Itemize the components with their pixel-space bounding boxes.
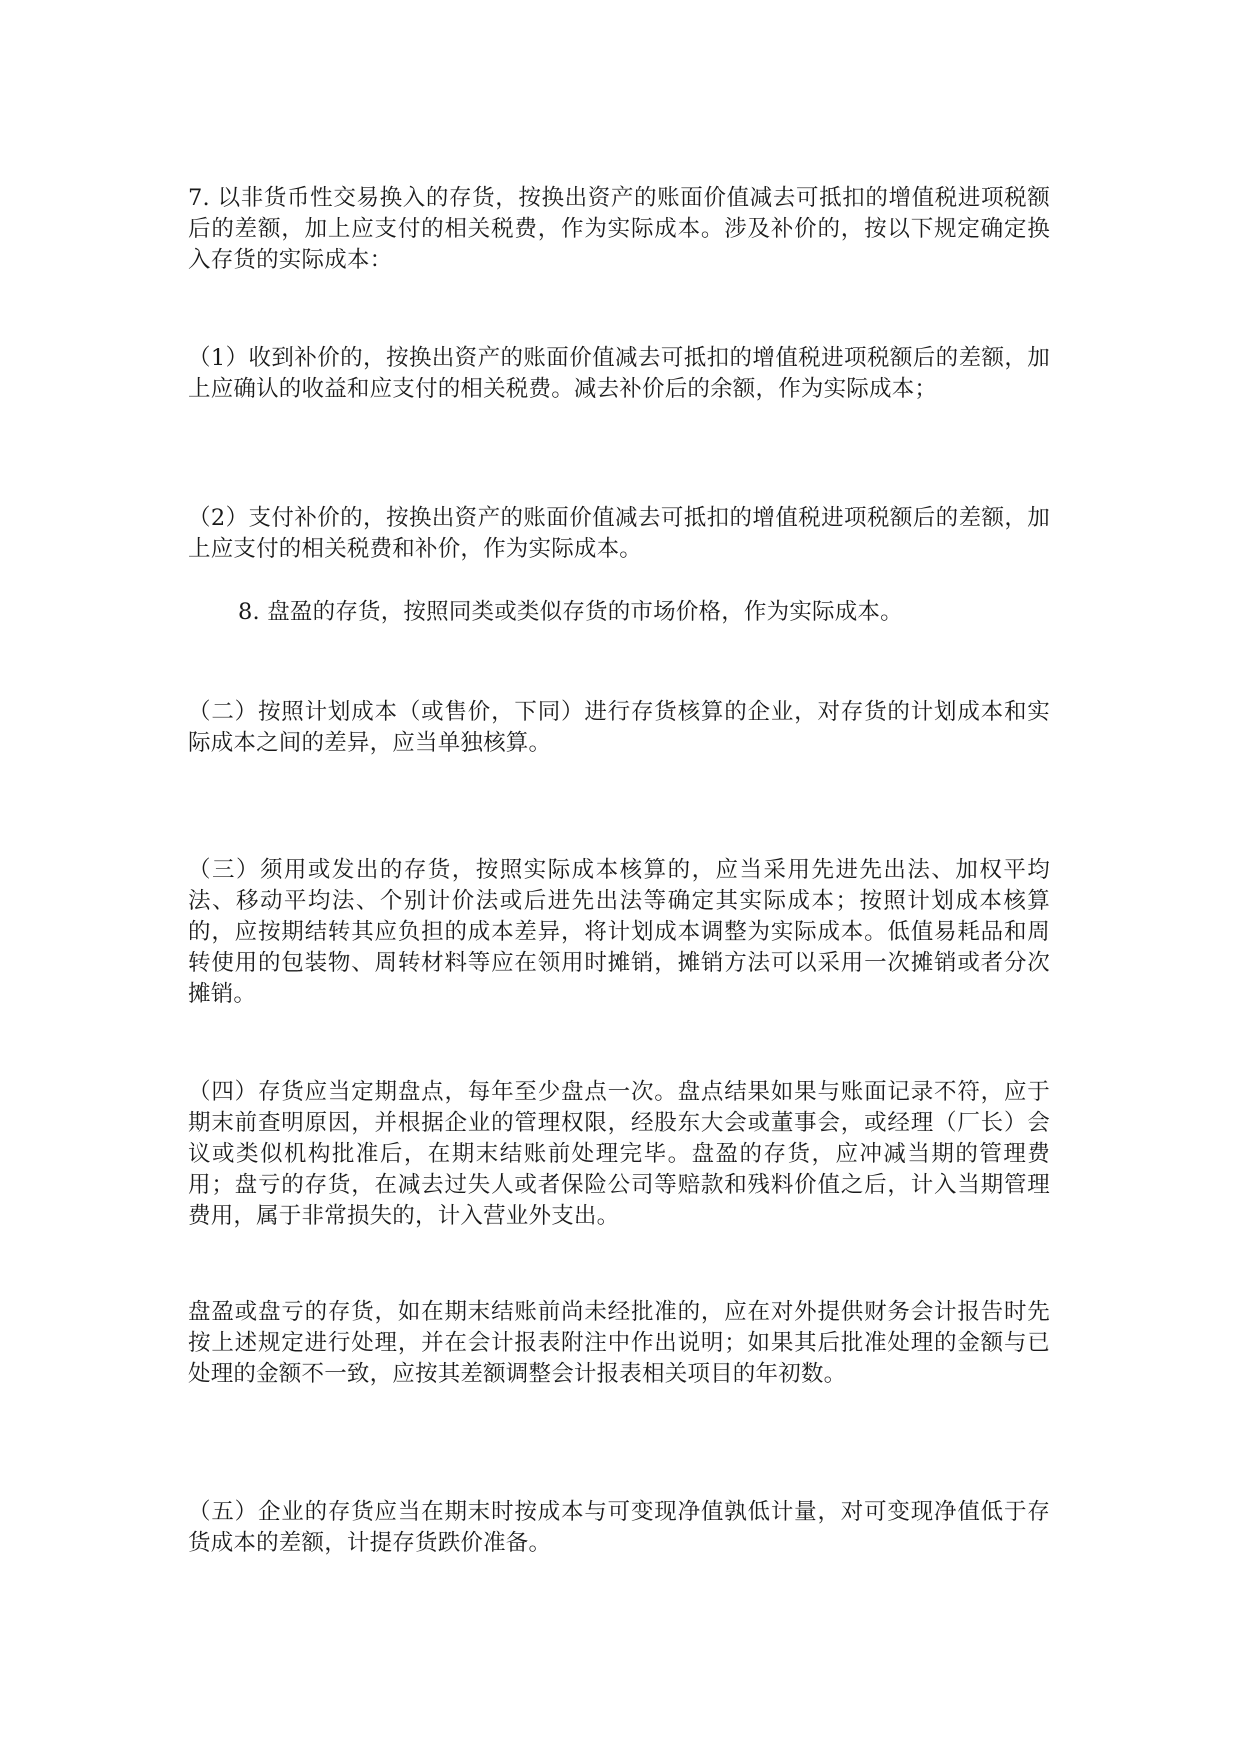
paragraph-section-4: （四）存货应当定期盘点，每年至少盘点一次。盘点结果如果与账面记录不符，应于期末前查明原因，并根据企业的管理权限，经股东大会或董事会，或经理（厂长）会议或类似机构批准后，在期末结账前处理完毕。盘盈的存货，应冲减当期的管理费用；盘亏的存货，在减去过失人或者保险公司等赔款和残料价值之后，计入当期管理费用，属于非常损失的，计入营业外支出。 bbox=[188, 1079, 1050, 1229]
paragraph-section-3: （三）须用或发出的存货，按照实际成本核算的，应当采用先进先出法、加权平均法、移动平均法、个别计价法或后进先出法等确定其实际成本；按照计划成本核算的，应按期结转其应负担的成本差异，将计划成本调整为实际成本。低值易耗品和周转使用的包装物、周转材料等应在领用时摊销，摊销方法可以采用一次摊销或者分次摊销。 bbox=[188, 857, 1050, 1007]
paragraph-inventory-note: 盘盈或盘亏的存货，如在期末结账前尚未经批准的，应在对外提供财务会计报告时先按上述规定进行处理，并在会计报表附注中作出说明；如果其后批准处理的金额与已处理的金额不一致，应按其差额调整会计报表相关项目的年初数。 bbox=[188, 1299, 1050, 1387]
paragraph-section-2: （二）按照计划成本（或售价，下同）进行存货核算的企业，对存货的计划成本和实际成本之间的差异，应当单独核算。 bbox=[188, 699, 1050, 756]
paragraph-subitem-1: （1）收到补价的，按换出资产的账面价值减去可抵扣的增值税进项税额后的差额，加上应确认的收益和应支付的相关税费。减去补价后的余额，作为实际成本； bbox=[188, 345, 1050, 402]
paragraph-item-7: 7. 以非货币性交易换入的存货，按换出资产的账面价值减去可抵扣的增值税进项税额后的差额，加上应支付的相关税费，作为实际成本。涉及补价的，按以下规定确定换入存货的实际成本： bbox=[188, 185, 1050, 273]
paragraph-section-5: （五）企业的存货应当在期末时按成本与可变现净值孰低计量，对可变现净值低于存货成本的差额，计提存货跌价准备。 bbox=[188, 1499, 1050, 1556]
paragraph-subitem-2: （2）支付补价的，按换出资产的账面价值减去可抵扣的增值税进项税额后的差额，加上应支付的相关税费和补价，作为实际成本。 bbox=[188, 505, 1050, 562]
paragraph-item-8: 8. 盘盈的存货，按照同类或类似存货的市场价格，作为实际成本。 bbox=[238, 599, 903, 625]
